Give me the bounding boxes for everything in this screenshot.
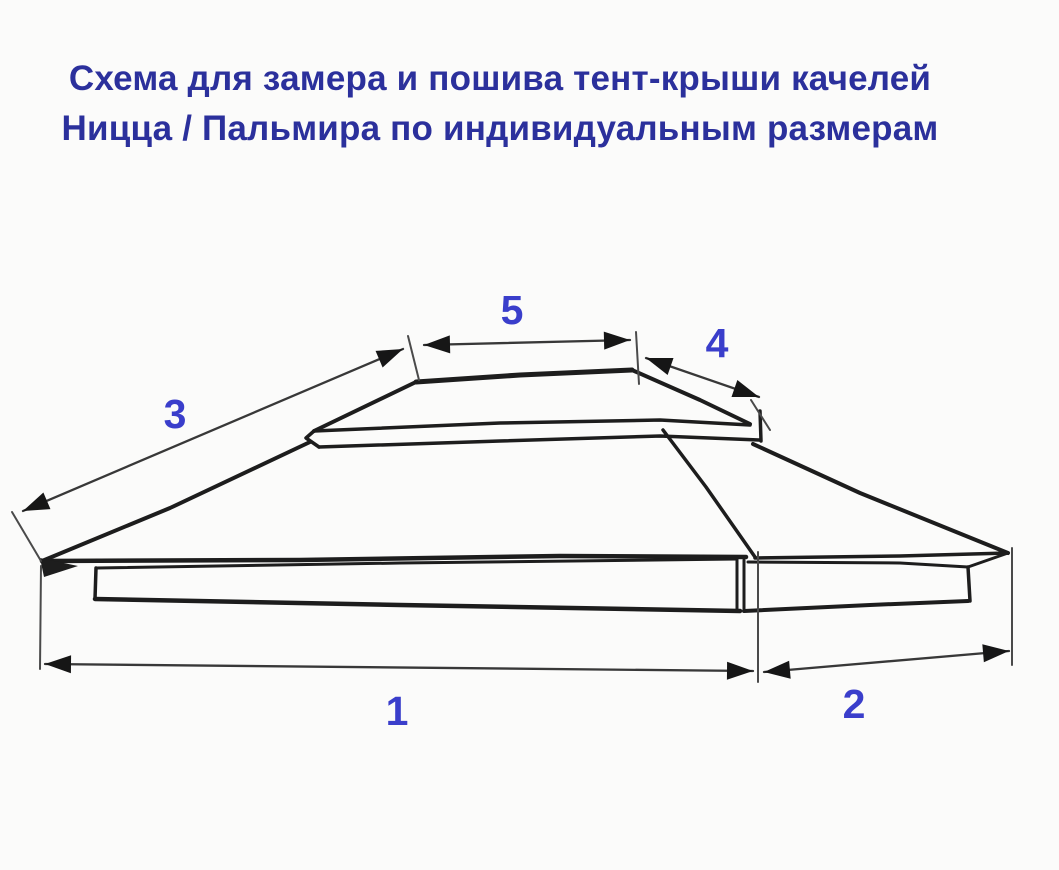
structure-line-main-right-slope — [753, 444, 1008, 553]
page-title — [0, 54, 1000, 154]
dimension-label-4: 4 — [705, 320, 729, 366]
page-title-line2: Ницца / Пальмира по индивидуальным размерам — [61, 109, 939, 148]
structure-line-skirt-right-cap — [968, 567, 970, 601]
structure-line-right-eave — [755, 553, 1008, 558]
dim-5-line — [424, 340, 630, 345]
dimension-label-3: 3 — [163, 391, 187, 437]
dimension-label-1: 1 — [385, 688, 409, 734]
dim-2-arrowhead-start — [764, 661, 791, 679]
structure-line-upper-ridge — [416, 370, 632, 382]
structure-line-upper-band-top — [314, 420, 750, 431]
dim-1-arrowhead-end — [727, 662, 753, 680]
structure-line-main-left-slope — [42, 442, 310, 561]
structure-line-skirt-front-bottom — [95, 599, 740, 611]
dim-1-line — [45, 664, 753, 671]
structure-line-skirt-right-top — [748, 562, 968, 567]
structure-line-roof-fold-line — [663, 430, 755, 557]
structure-line-upper-left-slope — [314, 382, 416, 431]
dim-2-arrowhead-end — [982, 644, 1009, 662]
dim-4-arrowhead-start — [646, 358, 674, 375]
ext-dim3-dim5-left — [408, 336, 419, 380]
dim-5-arrowhead-end — [604, 332, 630, 350]
structure-line-skirt-right-bottom — [744, 601, 968, 611]
dim-3-arrowhead-start — [23, 493, 50, 511]
dim-1-arrowhead-start — [45, 655, 71, 673]
structure-line-upper-band-bottom — [319, 436, 759, 447]
dim-5-arrowhead-start — [424, 335, 450, 353]
dimension-label-2: 2 — [842, 681, 866, 727]
dim-2-line — [764, 651, 1009, 672]
page-title-line1: Схема для замера и пошива тент-крыши качелей — [68, 59, 932, 98]
structure-line-skirt-left-cap — [95, 568, 96, 599]
dim-3-arrowhead-end — [376, 349, 403, 367]
ext-dim1-left — [40, 566, 41, 669]
ext-dim3-bottom — [12, 512, 41, 561]
dimension-label-5: 5 — [500, 287, 524, 333]
dim-4-arrowhead-end — [731, 380, 759, 397]
ext-dim5-right — [636, 332, 639, 384]
